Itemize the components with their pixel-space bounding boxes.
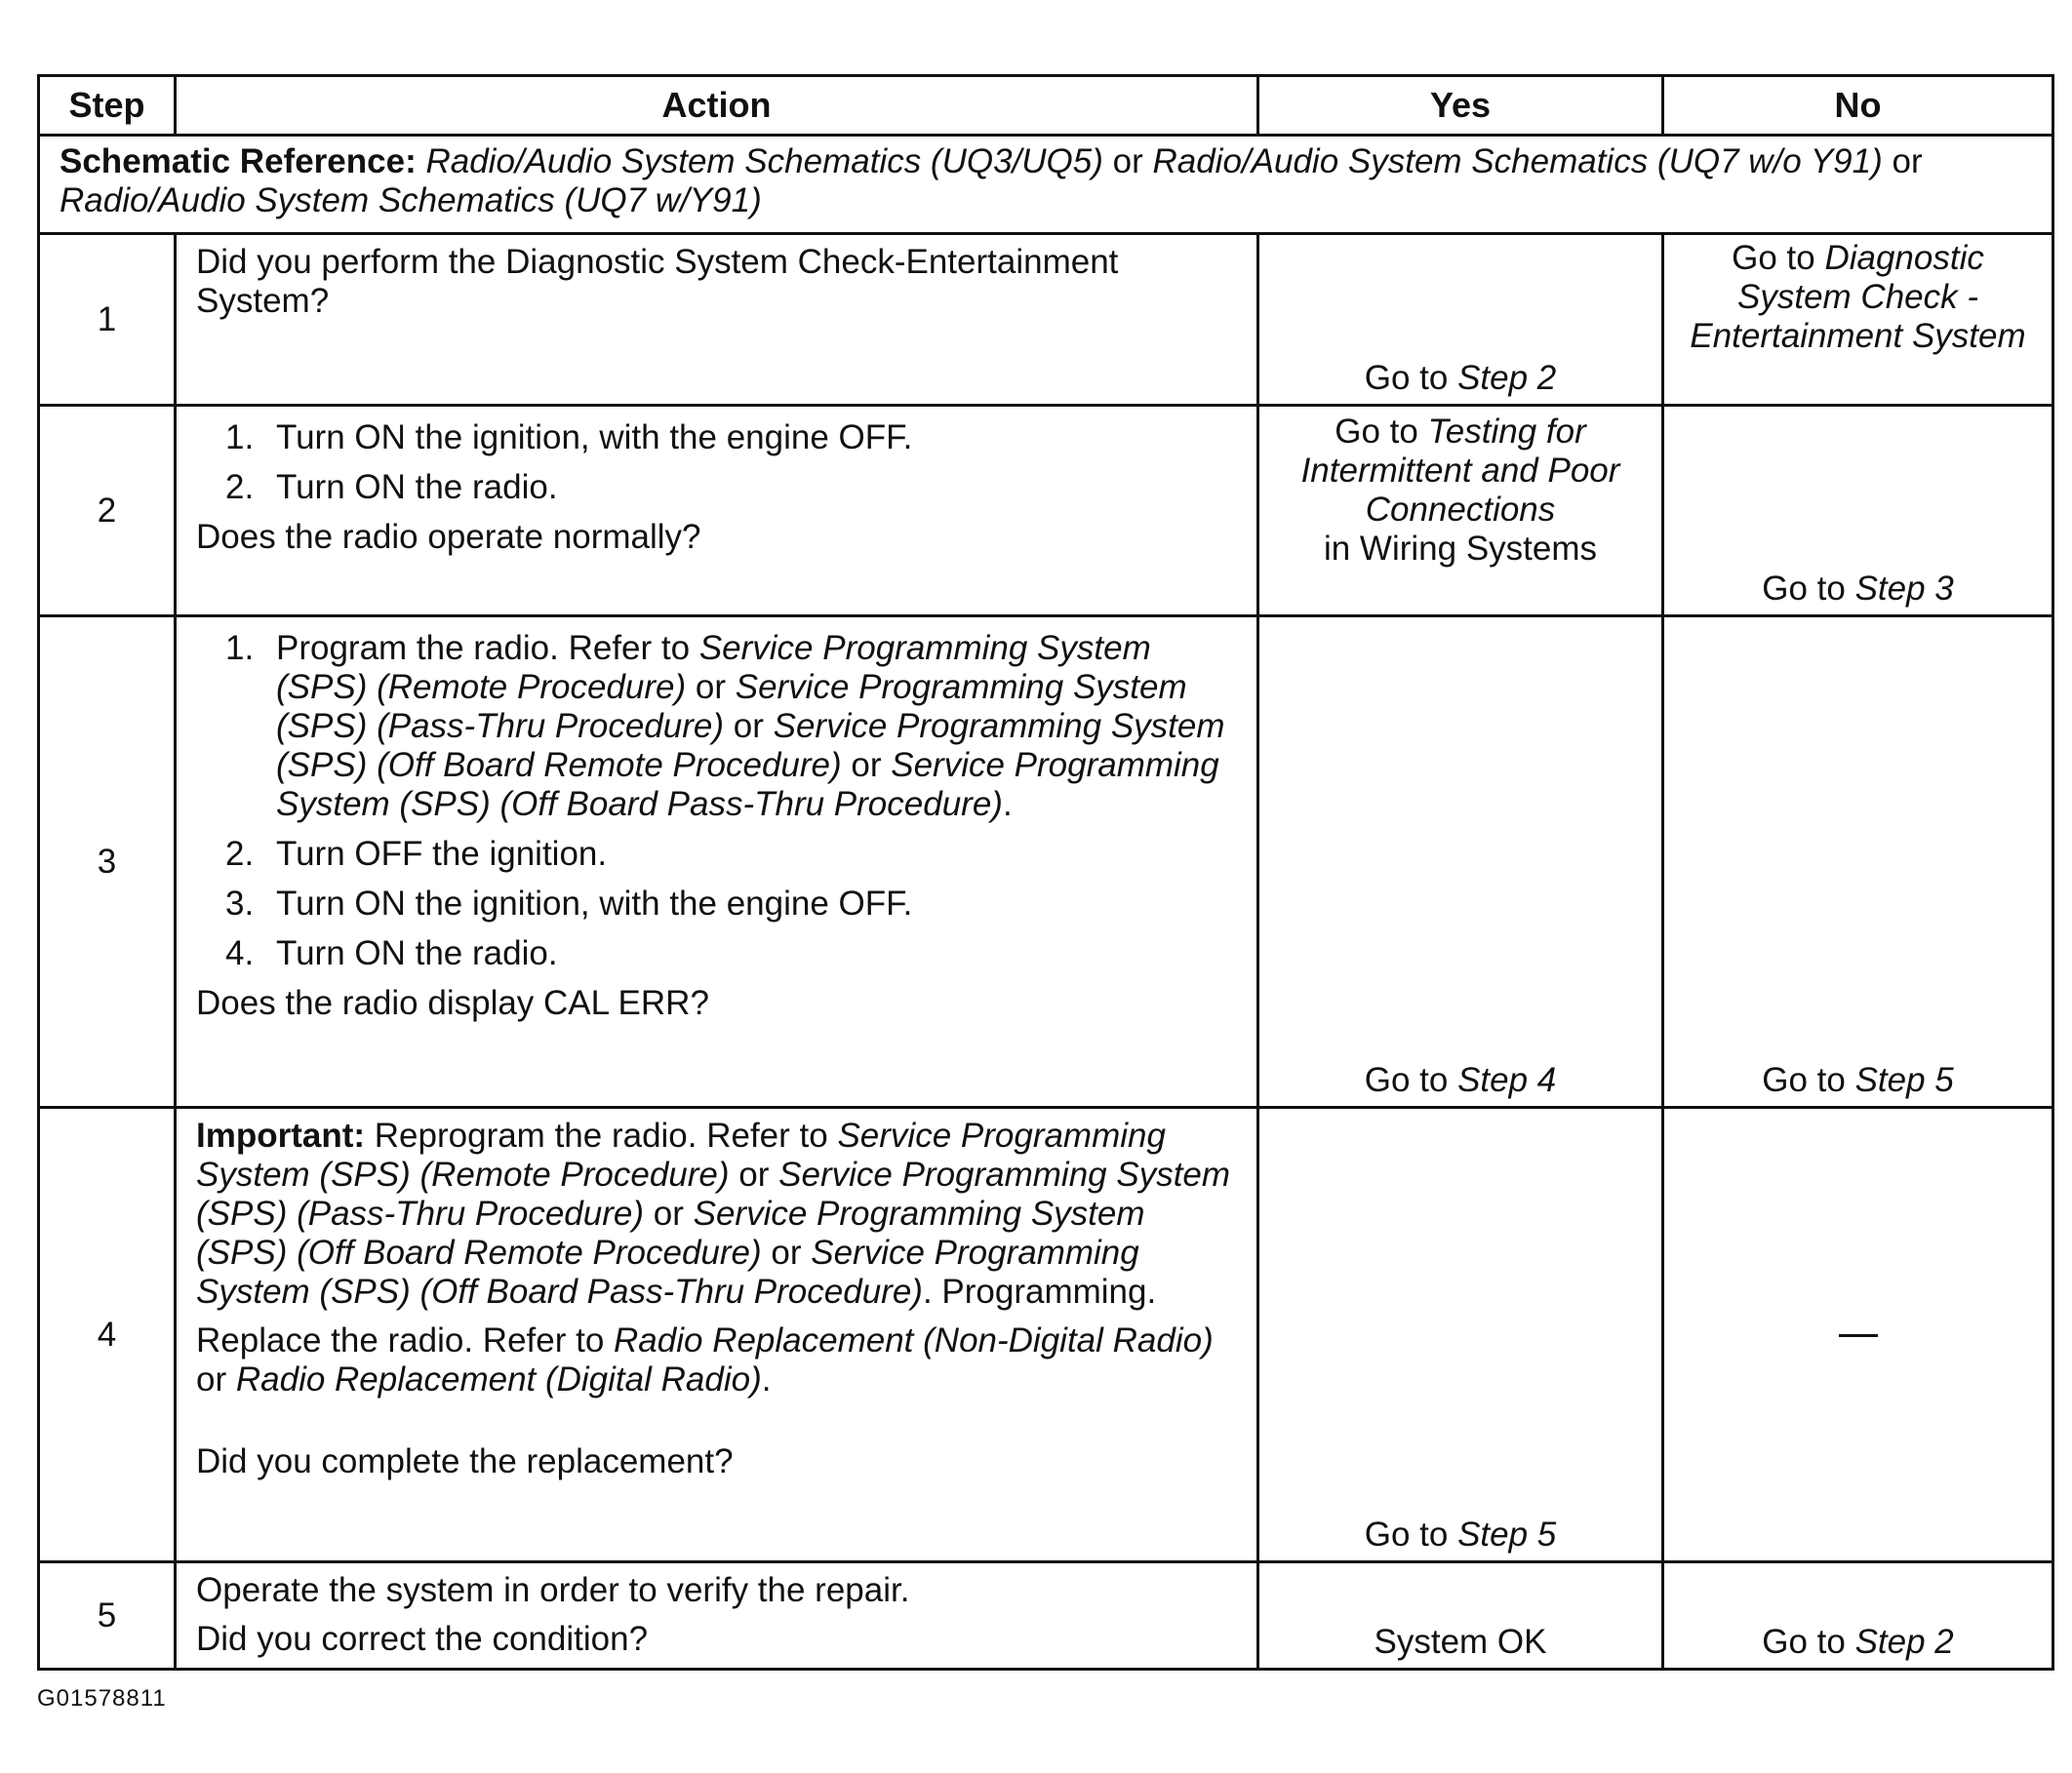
header-action: Action <box>176 76 1258 136</box>
action-cell <box>176 406 1258 616</box>
no-link[interactable]: Diagnostic System Check - Entertainment System <box>1690 239 2026 355</box>
header-row <box>39 76 2053 136</box>
yes-cell: System OK <box>1258 1562 1663 1670</box>
sps-link[interactable]: Service Programming System (SPS) (Off Board Pass-Thru Procedure) <box>196 1234 1139 1311</box>
step-number: 1 <box>39 234 176 406</box>
or-text: or <box>1102 142 1153 180</box>
go-to-text: Go to <box>1364 1061 1458 1099</box>
schematic-reference-row <box>39 136 2053 234</box>
go-to-text: Go to <box>1364 359 1458 397</box>
go-to-text: Go to <box>1762 1061 1855 1099</box>
yes-cell <box>1258 616 1663 1108</box>
go-to-text: Go to <box>1364 1516 1458 1554</box>
action-cell <box>176 616 1258 1108</box>
action-step-item: 1. Turn ON the ignition, with the engine OFF. <box>225 418 913 456</box>
step-number: 2 <box>39 406 176 616</box>
sps-link[interactable]: Service Programming System (SPS) (Remote Procedure) <box>196 1117 1166 1194</box>
yes-cell <box>1258 406 1663 616</box>
yes-cell <box>1258 234 1663 406</box>
action-step-item: 4. Turn ON the radio. <box>225 934 558 972</box>
table-row <box>39 616 2053 1108</box>
no-cell <box>1663 1562 2053 1670</box>
sps-link[interactable]: Service Programming System (SPS) (Pass-Thru Procedure) <box>196 1156 1231 1233</box>
action-question: Did you correct the condition? <box>196 1620 649 1658</box>
action-question: Did you complete the replacement? <box>196 1442 734 1480</box>
go-to-text: Go to <box>1762 1623 1855 1661</box>
step-number: 5 <box>39 1562 176 1670</box>
action-question: Does the radio operate normally? <box>196 518 701 556</box>
header-step: Step <box>39 76 176 136</box>
diagnostic-table <box>37 74 2054 1671</box>
header-yes: Yes <box>1258 76 1663 136</box>
yes-suffix: in Wiring Systems <box>1323 530 1598 568</box>
action-step-item: 1. Program the radio. Refer to Service Programming System (SPS) (Remote Procedure) or Service Programming System (SPS) (Pass-Thru Procedure) or Service Programming System (SPS) (Off Board Remote Procedure) or Service Programming System (SPS) (Off Board Pass-Thru Procedure). <box>225 629 1225 823</box>
go-to-text: Go to <box>1762 570 1855 608</box>
table-row <box>39 234 2053 406</box>
replacement-link[interactable]: Radio Replacement (Non-Digital Radio) <box>614 1321 1214 1359</box>
action-step-item: 2. Turn OFF the ignition. <box>225 835 608 873</box>
action-text: Operate the system in order to verify the repair. <box>196 1571 910 1609</box>
no-link[interactable]: Step 3 <box>1854 570 1954 608</box>
no-cell <box>1663 616 2053 1108</box>
or-text: or <box>1882 142 1923 180</box>
yes-link[interactable]: Step 4 <box>1457 1061 1557 1099</box>
sps-link[interactable]: Service Programming System (SPS) (Pass-Thru Procedure) <box>276 668 1187 745</box>
no-link[interactable]: Step 2 <box>1854 1623 1954 1661</box>
sps-link[interactable]: Service Programming System (SPS) (Remote Procedure) <box>276 629 1151 706</box>
header-no: No <box>1663 76 2053 136</box>
table-row <box>39 406 2053 616</box>
schematic-link-3[interactable]: Radio/Audio System Schematics (UQ7 w/Y91) <box>60 181 762 219</box>
important-label: Important: <box>196 1117 366 1155</box>
yes-cell <box>1258 1108 1663 1562</box>
schematic-link-1[interactable]: Radio/Audio System Schematics (UQ3/UQ5) <box>425 142 1103 180</box>
yes-link[interactable]: Testing for Intermittent and Poor Connections <box>1300 413 1620 529</box>
action-cell <box>176 234 1258 406</box>
schematic-reference-label: Schematic Reference <box>60 142 406 180</box>
sps-link[interactable]: Service Programming System (SPS) (Off Board Remote Procedure) <box>276 707 1225 784</box>
action-step-item: 2. Turn ON the radio. <box>225 468 558 506</box>
no-link[interactable]: Step 5 <box>1854 1061 1954 1099</box>
table-row <box>39 1108 2053 1562</box>
replacement-link[interactable]: Radio Replacement (Digital Radio) <box>235 1360 762 1399</box>
figure-id: G01578811 <box>37 1685 167 1712</box>
important-note: Important: Reprogram the radio. Refer to Service Programming System (SPS) (Remote Procedure) or Service Programming System (SPS) (Pass-Thru Procedure) or Service Programming System (SPS) (Off Board Remote Procedure) or Service Programming System (SPS) (Off Board Pass-Thru Procedure). Programming. <box>196 1117 1231 1311</box>
step-number: 4 <box>39 1108 176 1562</box>
action-cell <box>176 1562 1258 1670</box>
no-cell <box>1663 1108 2053 1562</box>
no-cell <box>1663 234 2053 406</box>
sps-link[interactable]: Service Programming System (SPS) (Off Board Remote Procedure) <box>196 1195 1145 1272</box>
schematic-reference: Schematic Reference: Radio/Audio System Schematics (UQ3/UQ5) or Radio/Audio System Schematics (UQ7 w/o Y91) or Radio/Audio System Schematics (UQ7 w/Y91) <box>39 136 2053 234</box>
table-row <box>39 1562 2053 1670</box>
action-question: Does the radio display CAL ERR? <box>196 984 709 1022</box>
go-to-text: Go to <box>1732 239 1825 277</box>
no-cell <box>1663 406 2053 616</box>
go-to-text: Go to <box>1335 413 1428 451</box>
step-number: 3 <box>39 616 176 1108</box>
sps-link[interactable]: Service Programming System (SPS) (Off Board Pass-Thru Procedure) <box>276 746 1219 823</box>
action-text: Did you perform the Diagnostic System Check-Entertainment System? <box>196 243 1119 320</box>
yes-link[interactable]: Step 5 <box>1457 1516 1557 1554</box>
schematic-link-2[interactable]: Radio/Audio System Schematics (UQ7 w/o Y91) <box>1152 142 1883 180</box>
action-steps <box>196 418 1237 507</box>
action-cell <box>176 1108 1258 1562</box>
not-applicable-dash <box>1839 1334 1878 1337</box>
replace-instruction: Replace the radio. Refer to Radio Replacement (Non-Digital Radio) or Radio Replacement (Digital Radio). <box>196 1321 1214 1399</box>
action-steps <box>196 629 1237 973</box>
action-step-item: 3. Turn ON the ignition, with the engine OFF. <box>225 885 913 923</box>
yes-link[interactable]: Step 2 <box>1457 359 1557 397</box>
